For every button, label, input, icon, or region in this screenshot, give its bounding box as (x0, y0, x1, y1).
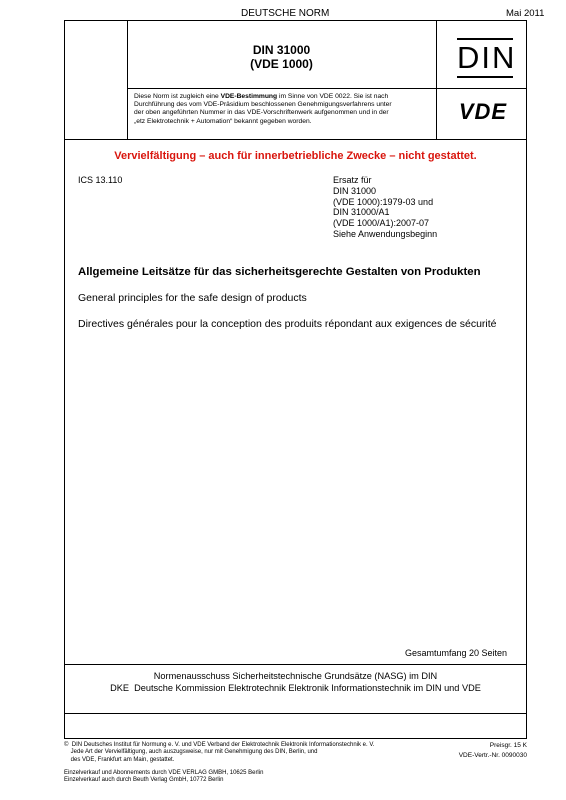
replacement-info (333, 175, 437, 240)
vde-statement-line1: Diese Norm ist zugleich eine VDE-Bestimmung im Sinne von VDE 0022. Sie ist nach (134, 93, 389, 100)
footer-order-number: VDE-Vertr.-Nr. 0090030 (458, 752, 527, 759)
footer-copyright-line1: © DIN Deutsches Institut für Normung e. V. und VDE Verband der Elektrotechnik Elektronik Informationstechnik e. V. (64, 742, 375, 748)
replacement-line1: Ersatz für (333, 175, 372, 185)
footer-sales (64, 770, 263, 785)
committee-line2: DKE Deutsche Kommission Elektrotechnik Elektronik Informationstechnik im DIN und VDE (110, 683, 481, 693)
vde-statement-line4: „etz Elektrotechnik + Automation“ bekannt gegeben worden. (134, 117, 312, 125)
vde-statement (134, 93, 432, 126)
committee-line1: Normenausschuss Sicherheitstechnische Grundsätze (NASG) im DIN (153, 671, 438, 681)
footer-sales-line2: Einzelverkauf auch durch Beuth Verlag GmbH, 10772 Berlin (64, 777, 224, 784)
title-box-left-divider (127, 20, 128, 139)
footer-price: Preisgr. 15 K (489, 742, 527, 749)
replacement-line5: (VDE 1000/A1):2007-07 (333, 218, 430, 229)
issue-date: Mai 2011 (506, 8, 545, 19)
frame-top (64, 20, 527, 21)
footer-copyright-line2: Jede Art der Vervielfältigung, auch auszugsweise, nur mit Genehmigung des DIN, Berlin, und (64, 749, 318, 756)
frame-left (64, 20, 65, 739)
frame-right (526, 20, 527, 739)
title-german: Allgemeine Leitsätze für das sicherheitsgerechte Gestalten von Produkten (78, 266, 481, 278)
title-box-bottom-rule (64, 139, 527, 140)
title-english: General principles for the safe design of products (78, 292, 307, 304)
footer-sales-line1: Einzelverkauf und Abonnements durch VDE VERLAG GMBH, 10625 Berlin (64, 770, 264, 776)
frame-bottom (64, 738, 527, 739)
din-logo (457, 38, 517, 78)
replacement-line2: DIN 31000 (333, 185, 377, 196)
vde-logo: VDE (458, 99, 508, 124)
total-pages: Gesamtumfang 20 Seiten (405, 648, 508, 658)
title-box-right-divider (436, 20, 437, 139)
replacement-line4: DIN 31000/A1 (333, 207, 390, 218)
standard-number: DIN 31000 (252, 43, 311, 57)
norm-type: DEUTSCHE NORM (241, 8, 330, 19)
replacement-line6: Siehe Anwendungsbeginn (333, 228, 438, 239)
din-logo-text: DIN (457, 40, 517, 75)
footer-copyright-line3: des VDE, Frankfurt am Main, gestattet. (64, 756, 175, 763)
copy-warning: Vervielfältigung – auch für innerbetriebliche Zwecke – nicht gestattet. (114, 150, 477, 162)
vde-statement-line2: Durchführung des vom VDE-Präsidium beschlossenen Genehmigungsverfahrens unter (134, 101, 392, 109)
title-french: Directives générales pour la conception des produits répondant aux exigences de sécurité (78, 318, 497, 330)
vde-number: (VDE 1000) (250, 57, 313, 71)
vde-statement-line3: der oben angeführten Nummer in das VDE-Vorschriftenwerk aufgenommen und in der (134, 109, 389, 117)
footer-copyright (64, 742, 374, 764)
committee-bottom-rule (64, 713, 527, 714)
replacement-line3: (VDE 1000):1979-03 und (333, 196, 434, 207)
title-box-mid-rule (127, 88, 527, 89)
committee-top-rule (64, 664, 527, 665)
ics-code: ICS 13.110 (78, 175, 123, 185)
